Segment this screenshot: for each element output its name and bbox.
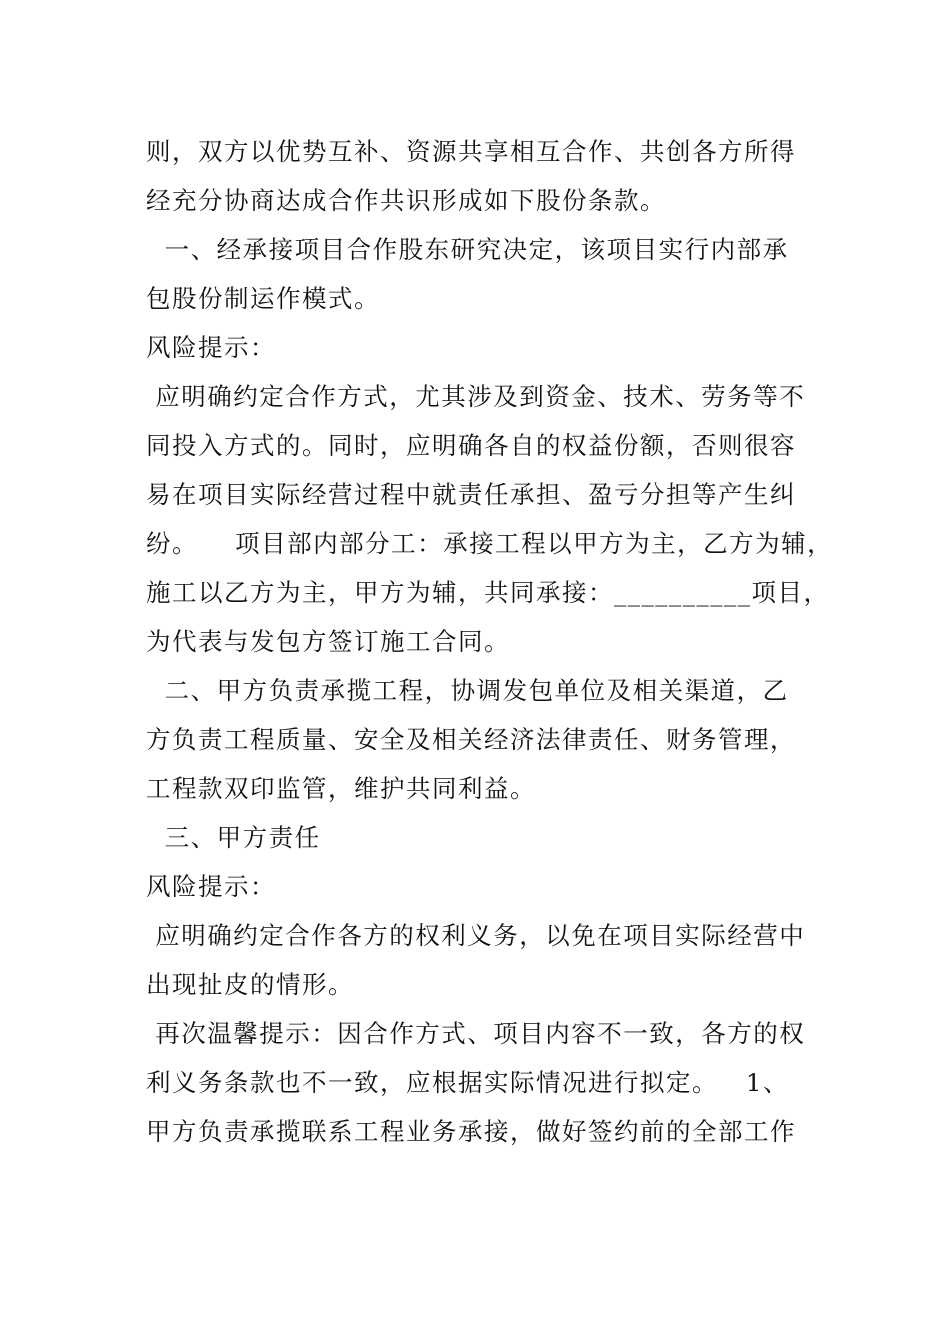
text-line: 二、甲方负责承揽工程，协调发包单位及相关渠道，乙 xyxy=(146,676,789,705)
text-line: 则，双方以优势互补、资源共享相互合作、共创各方所得 xyxy=(146,137,796,166)
text-line: 甲方负责承揽联系工程业务承接，做好签约前的全部工作 xyxy=(146,1117,796,1146)
document-body xyxy=(146,127,834,1156)
text-line: 工程款双印监管，维护共同利益。 xyxy=(146,774,536,803)
text-line: 应明确约定合作各方的权利义务，以免在项目实际经营中 xyxy=(146,921,806,950)
section-heading: 三、甲方责任 xyxy=(146,823,321,852)
text-line: 纷。 项目部内部分工：承接工程以甲方为主，乙方为辅， xyxy=(146,529,834,558)
risk-heading: 风险提示： xyxy=(146,872,276,901)
text-line: 经充分协商达成合作共识形成如下股份条款。 xyxy=(146,186,666,215)
text-line: 易在项目实际经营过程中就责任承担、盈亏分担等产生纠 xyxy=(146,480,796,509)
risk-heading: 风险提示： xyxy=(146,333,276,362)
text-line: 包股份制运作模式。 xyxy=(146,284,380,313)
text-line: 利义务条款也不一致，应根据实际情况进行拟定。 1、 xyxy=(146,1068,789,1097)
text-line: 应明确约定合作方式，尤其涉及到资金、技术、劳务等不 xyxy=(146,382,806,411)
text-line: 出现扯皮的情形。 xyxy=(146,970,354,999)
text-line: 同投入方式的。同时，应明确各自的权益份额，否则很容 xyxy=(146,431,796,460)
text-line: 再次温馨提示：因合作方式、项目内容不一致，各方的权 xyxy=(146,1019,806,1048)
text-line: 一、经承接项目合作股东研究决定，该项目实行内部承 xyxy=(146,235,789,264)
text-line: 为代表与发包方签订施工合同。 xyxy=(146,627,510,656)
text-line: 方负责工程质量、安全及相关经济法律责任、财务管理， xyxy=(146,725,796,754)
text-line: 施工以乙方为主，甲方为辅，共同承接：__________项目， xyxy=(146,578,830,607)
